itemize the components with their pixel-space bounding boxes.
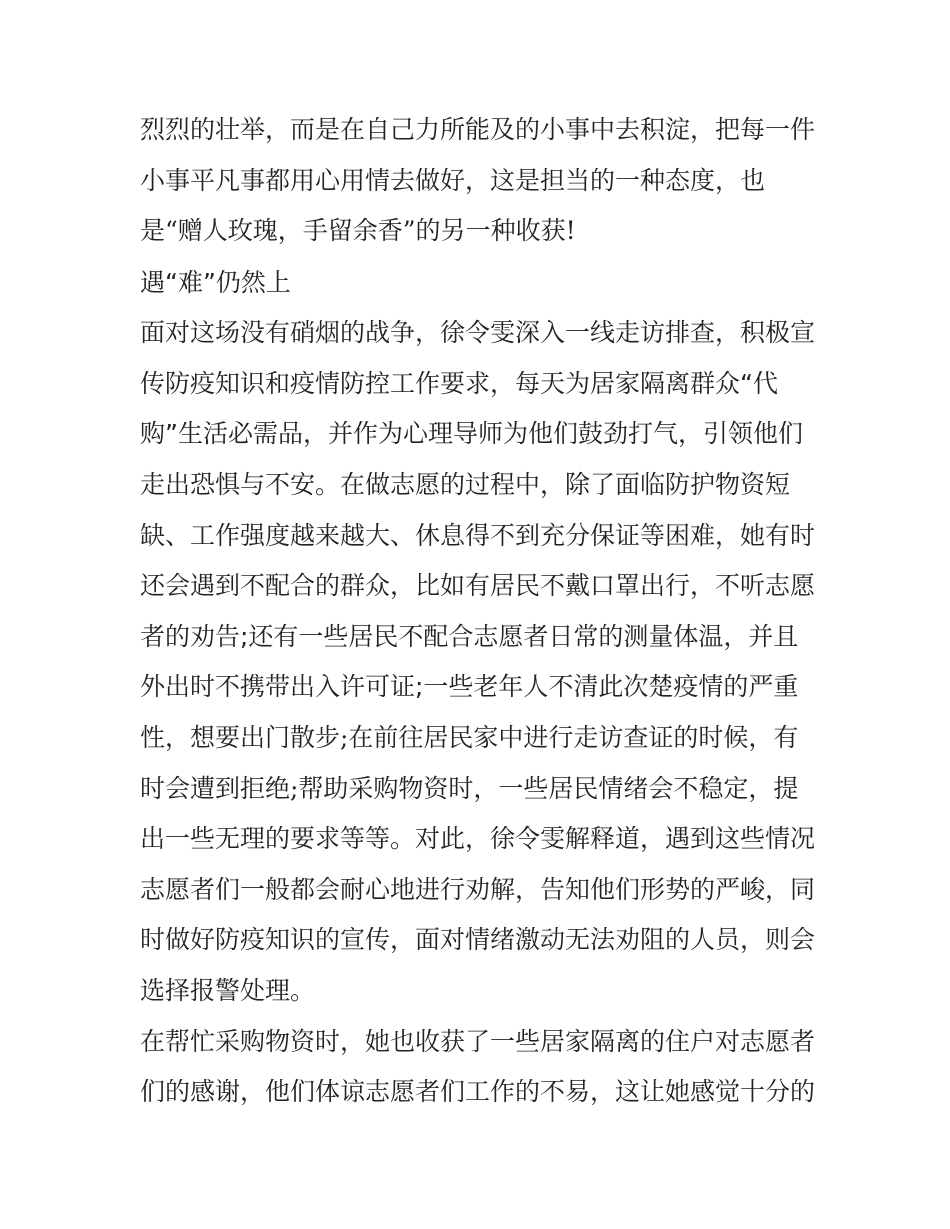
text-line: 缺、工作强度越来越大、休息得不到充分保证等困难，她有时 [140, 521, 816, 550]
text-line: 们的感谢，他们体谅志愿者们工作的不易，这让她感觉十分的 [140, 1077, 816, 1106]
text-line: 时会遭到拒绝;帮助采购物资时，一些居民情绪会不稳定，提 [140, 774, 799, 803]
text-line: 选择报警处理。 [140, 976, 316, 1005]
text-line: 面对这场没有硝烟的战争，徐令雯深入一线走访排查，积极宣 [140, 318, 816, 347]
text-line: 者的劝告;还有一些居民不配合志愿者日常的测量体温，并且 [140, 622, 799, 651]
text-line: 走出恐惧与不安。在做志愿的过程中，除了面临防护物资短 [140, 470, 791, 499]
text-line: 是“赠人玫瑰，手留余香”的另一种收获! [140, 216, 576, 245]
text-line: 志愿者们一般都会耐心地进行劝解，告知他们形势的严峻，同 [140, 875, 816, 904]
text-line: 小事平凡事都用心用情去做好，这是担当的一种态度，也 [140, 166, 766, 195]
text-line: 传防疫知识和疫情防控工作要求，每天为居家隔离群众“代 [140, 369, 778, 398]
text-line: 烈烈的壮举，而是在自己力所能及的小事中去积淀，把每一件 [140, 115, 816, 144]
text-line: 还会遇到不配合的群众，比如有居民不戴口罩出行，不听志愿 [140, 571, 816, 600]
text-line: 购”生活必需品，并作为心理导师为他们鼓劲打气，引领他们 [140, 419, 803, 448]
text-line: 性，想要出门散步;在前往居民家中进行走访查证的时候，有 [140, 723, 799, 752]
section-heading: 遇“难”仍然上 [140, 268, 291, 297]
text-line: 时做好防疫知识的宣传，面对情绪激动无法劝阻的人员，则会 [140, 925, 816, 954]
text-line: 外出时不携带出入许可证;一些老年人不清此次楚疫情的严重 [140, 672, 799, 701]
text-line: 出一些无理的要求等等。对此，徐令雯解释道，遇到这些情况 [140, 824, 816, 853]
text-line: 在帮忙采购物资时，她也收获了一些居家隔离的住户对志愿者 [140, 1027, 816, 1056]
